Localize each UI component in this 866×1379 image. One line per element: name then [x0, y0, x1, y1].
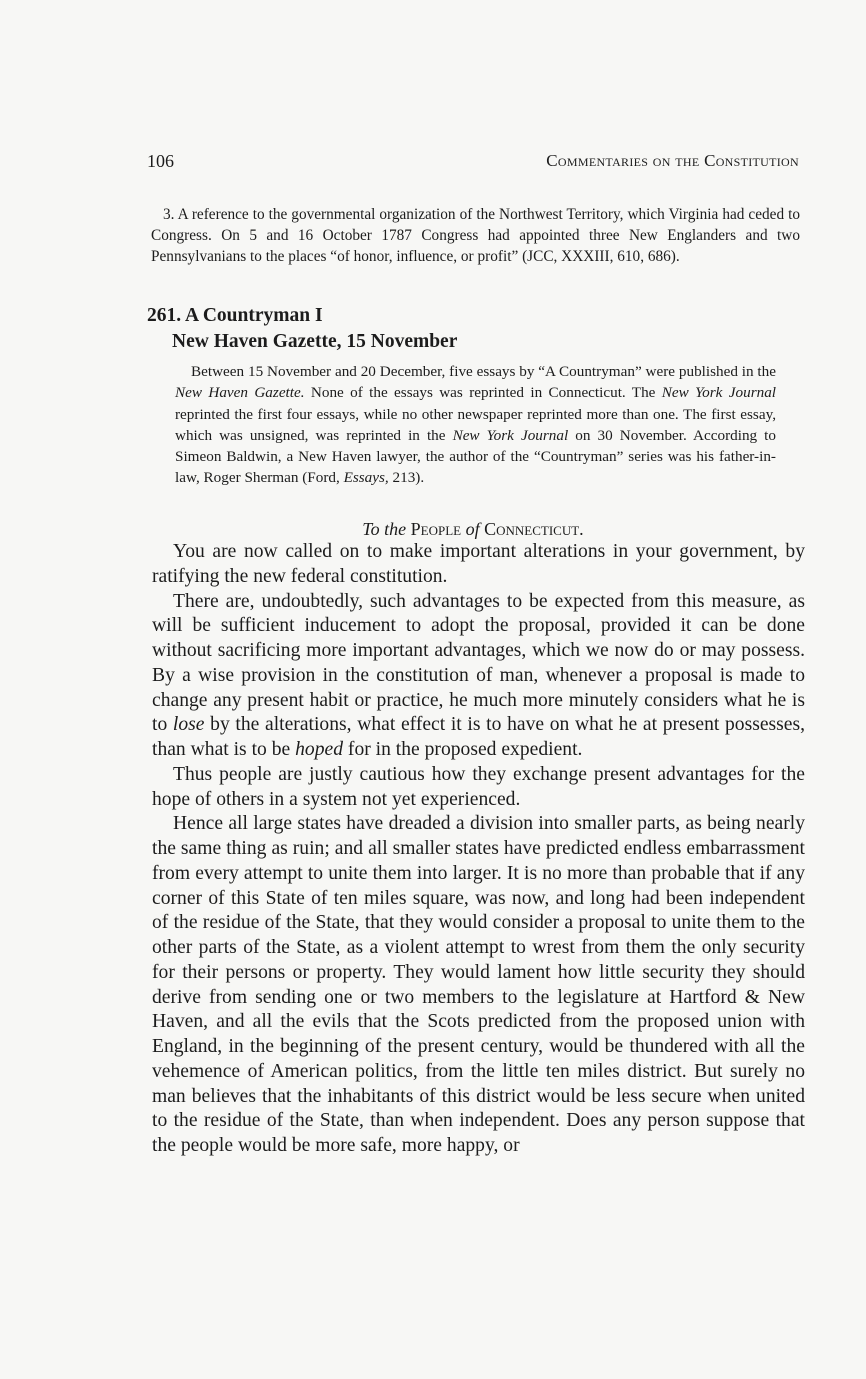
- headnote-text-5: 213).: [388, 469, 425, 487]
- salutation: [147, 517, 799, 541]
- headnote-text-1: Between 15 November and 20 December, five essays by “A Countryman” were published in the: [191, 363, 776, 380]
- paragraph-2-text-a: There are, undoubtedly, such advantages to be expected from this measure, as will be sufficient inducement to adopt the proposal, provided it can be done without sacrificing more important advantages, which we now do or may possess. By a wise provision in the constitution of man, whenever a proposal is made to change any present habit or practice, he much more minutely considers what he is to: [152, 590, 805, 736]
- paragraph-2-italic-hoped: hoped: [295, 739, 344, 760]
- salutation-state: Connecticut.: [484, 519, 584, 539]
- document-source: New Haven Gazette, 15 November: [172, 331, 458, 352]
- paragraph-2-italic-lose: lose: [172, 714, 205, 736]
- headnote-text-2: None of the essays was reprinted in Connecticut. The: [304, 384, 662, 402]
- document-heading: [147, 303, 807, 355]
- paragraph-2-text-c: for in the proposed expedient.: [343, 739, 583, 760]
- headnote-italic-1: New Haven Gazette.: [175, 384, 305, 402]
- page-number: 106: [147, 151, 174, 171]
- salutation-people: People: [410, 519, 462, 539]
- headnote-italic-4: Essays,: [343, 469, 389, 487]
- headnote-text-4: on 30 November. According to Simeon Baldwin, a New Haven lawyer, the author of the “Countryman” series was his father-in-law, Roger Sherman (Ford,: [175, 426, 776, 487]
- document-number: 261.: [147, 305, 182, 326]
- footnote-3: [151, 204, 800, 267]
- headnote-italic-2: New York Journal: [661, 384, 777, 402]
- editorial-headnote: [175, 361, 776, 489]
- paragraph-1: You are now called on to make important alterations in your government, by ratifying the new federal constitution.: [152, 541, 805, 587]
- paragraph-2: [152, 590, 805, 763]
- paragraph-4: Hence all large states have dreaded a division into smaller parts, as being nearly the same thing as ruin; and all smaller states have predicted endless embarrassment from every attempt to unite them into larger. It is no more than probable that if any corner of this State of ten miles square, was now, and long had been independent of the residue of the State, that they would consider a proposal to unite them to the other parts of the State, as a violent attempt to wrest from them the only security for their persons or property. They would lament how little security they should derive from sending one or two members to the legislature at Hartford & New Haven, and all the evils that the Scots predicted from the proposed union with England, in the beginning of the present century, would be thundered with all the vehemence of American politics, from the little ten miles district. But surely no man believes that the inhabitants of this district would be less secure when united to the residue of the State, than when independent. Does any person suppose that the people would be more safe, more happy, or: [152, 813, 805, 1156]
- paragraph-3: Thus people are justly cautious how they exchange present advantages for the hope of others in a system not yet experienced.: [152, 763, 805, 810]
- document-title: A Countryman I: [184, 305, 323, 326]
- headnote-italic-3: New York Journal: [452, 426, 569, 444]
- salutation-to-the: To the: [362, 519, 407, 539]
- headnote-text-3: reprinted the first four essays, while no other newspaper reprinted more than one. The first essay, which was unsigned, was reprinted in the: [175, 405, 776, 444]
- paragraph-2-text-b: by the alterations, what effect it is to have on what he at present possesses, than what is to be: [152, 714, 805, 760]
- essay-body: [152, 540, 805, 1159]
- salutation-of: of: [465, 519, 480, 539]
- running-title: Commentaries on the Constitution: [546, 151, 799, 170]
- footnote-text: 3. A reference to the governmental organization of the Northwest Territory, which Virginia had ceded to Congress. On 5 and 16 October 1787 Congress had appointed three New Englanders and two Pennsylvanians to the places “of honor, influence, or profit” (JCC, XXXIII, 610, 686).: [151, 206, 800, 265]
